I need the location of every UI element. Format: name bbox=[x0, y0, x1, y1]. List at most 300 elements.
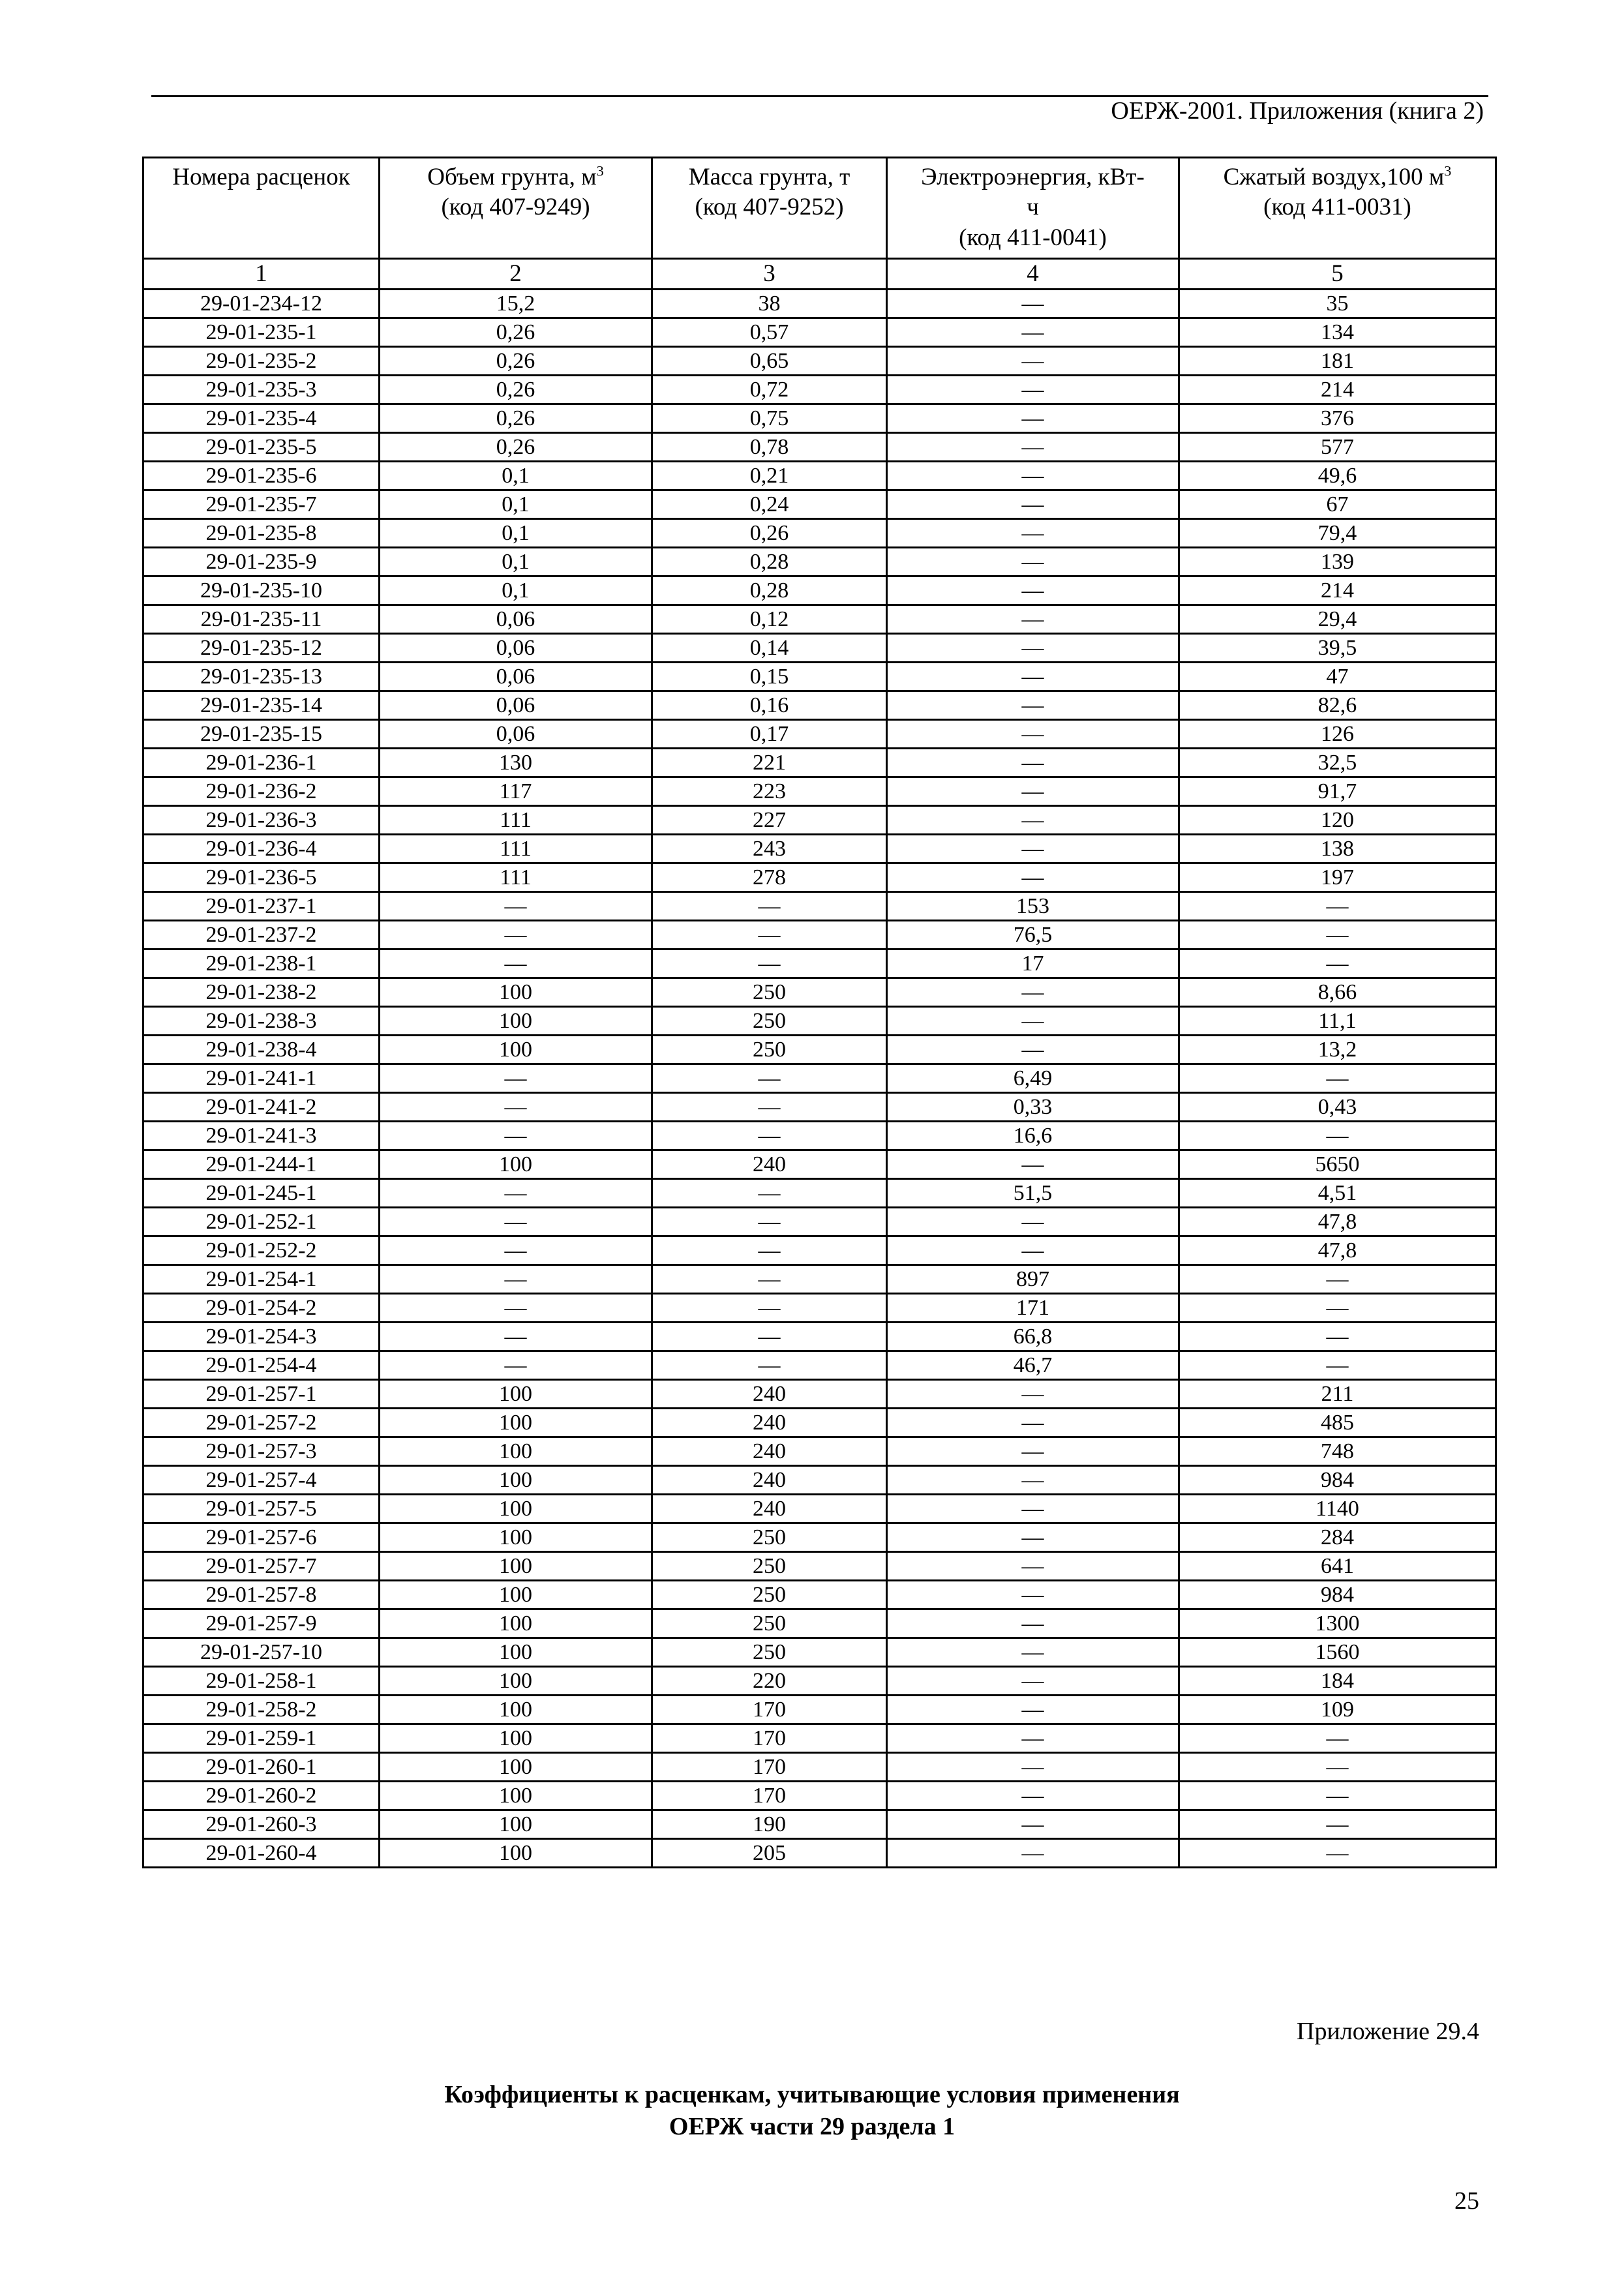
cell-rate-number: 29-01-235-15 bbox=[143, 720, 380, 749]
cell-soil-mass: 0,57 bbox=[652, 318, 887, 347]
cell-soil-volume: 0,1 bbox=[380, 462, 652, 490]
cell-compressed-air: 126 bbox=[1179, 720, 1496, 749]
cell-soil-volume: 0,06 bbox=[380, 663, 652, 691]
cell-electricity: 17 bbox=[887, 950, 1179, 978]
cell-soil-volume: — bbox=[380, 1093, 652, 1122]
table-row bbox=[143, 1323, 1496, 1351]
cell-soil-volume: 0,26 bbox=[380, 433, 652, 462]
cell-soil-volume: 100 bbox=[380, 1638, 652, 1667]
cell-soil-volume: 111 bbox=[380, 806, 652, 835]
cell-rate-number: 29-01-254-4 bbox=[143, 1351, 380, 1380]
table-row bbox=[143, 806, 1496, 835]
cell-compressed-air: 91,7 bbox=[1179, 777, 1496, 806]
cell-rate-number: 29-01-235-6 bbox=[143, 462, 380, 490]
cell-soil-mass: — bbox=[652, 1093, 887, 1122]
cell-compressed-air: — bbox=[1179, 1351, 1496, 1380]
cell-soil-volume: 111 bbox=[380, 863, 652, 892]
table-row bbox=[143, 404, 1496, 433]
cell-soil-mass: — bbox=[652, 1351, 887, 1380]
cell-soil-mass: 170 bbox=[652, 1753, 887, 1782]
cell-electricity: — bbox=[887, 1810, 1179, 1839]
cell-compressed-air: 1140 bbox=[1179, 1495, 1496, 1523]
table-row bbox=[143, 950, 1496, 978]
cell-compressed-air: — bbox=[1179, 1753, 1496, 1782]
section-title bbox=[0, 2079, 1624, 2144]
cell-compressed-air: — bbox=[1179, 1724, 1496, 1753]
table-row bbox=[143, 490, 1496, 519]
cell-electricity: 171 bbox=[887, 1294, 1179, 1323]
cell-electricity: 51,5 bbox=[887, 1179, 1179, 1208]
cell-compressed-air: 284 bbox=[1179, 1523, 1496, 1552]
cell-electricity: — bbox=[887, 863, 1179, 892]
cell-compressed-air: — bbox=[1179, 892, 1496, 921]
table-row bbox=[143, 863, 1496, 892]
cell-compressed-air: 11,1 bbox=[1179, 1007, 1496, 1036]
cell-electricity: — bbox=[887, 634, 1179, 663]
table-row bbox=[143, 1523, 1496, 1552]
cell-electricity: — bbox=[887, 605, 1179, 634]
cell-compressed-air: 5650 bbox=[1179, 1150, 1496, 1179]
cell-rate-number: 29-01-258-1 bbox=[143, 1667, 380, 1696]
cell-soil-mass: 0,65 bbox=[652, 347, 887, 376]
cell-compressed-air: 211 bbox=[1179, 1380, 1496, 1409]
cell-soil-volume: — bbox=[380, 950, 652, 978]
cell-electricity: 66,8 bbox=[887, 1323, 1179, 1351]
table-row bbox=[143, 1753, 1496, 1782]
cell-rate-number: 29-01-235-14 bbox=[143, 691, 380, 720]
table-row bbox=[143, 433, 1496, 462]
cell-soil-volume: — bbox=[380, 1208, 652, 1236]
cell-soil-mass: — bbox=[652, 1208, 887, 1236]
cell-electricity: — bbox=[887, 376, 1179, 404]
cell-soil-volume: 100 bbox=[380, 1380, 652, 1409]
cell-rate-number: 29-01-257-3 bbox=[143, 1437, 380, 1466]
cell-soil-volume: 100 bbox=[380, 1724, 652, 1753]
cell-electricity: — bbox=[887, 1839, 1179, 1868]
cell-rate-number: 29-01-245-1 bbox=[143, 1179, 380, 1208]
cell-compressed-air: 748 bbox=[1179, 1437, 1496, 1466]
cell-electricity: 0,33 bbox=[887, 1093, 1179, 1122]
table-row bbox=[143, 1466, 1496, 1495]
cell-soil-mass: 221 bbox=[652, 749, 887, 777]
table-row bbox=[143, 1782, 1496, 1810]
cell-soil-mass: 243 bbox=[652, 835, 887, 863]
cell-rate-number: 29-01-235-4 bbox=[143, 404, 380, 433]
cell-soil-volume: — bbox=[380, 1122, 652, 1150]
cell-soil-mass: 250 bbox=[652, 1581, 887, 1609]
column-header-rate-numbers: Номера расценок bbox=[143, 158, 380, 259]
cell-compressed-air: 214 bbox=[1179, 576, 1496, 605]
cell-rate-number: 29-01-235-2 bbox=[143, 347, 380, 376]
cell-electricity: 16,6 bbox=[887, 1122, 1179, 1150]
cell-soil-volume: 100 bbox=[380, 1150, 652, 1179]
cell-compressed-air: 29,4 bbox=[1179, 605, 1496, 634]
page-number: 25 bbox=[1454, 2187, 1479, 2215]
cell-soil-mass: 240 bbox=[652, 1409, 887, 1437]
cell-rate-number: 29-01-257-6 bbox=[143, 1523, 380, 1552]
cell-rate-number: 29-01-237-2 bbox=[143, 921, 380, 950]
table-row bbox=[143, 1265, 1496, 1294]
table-row bbox=[143, 462, 1496, 490]
cell-soil-mass: 0,24 bbox=[652, 490, 887, 519]
cell-electricity: — bbox=[887, 1581, 1179, 1609]
cell-electricity: — bbox=[887, 691, 1179, 720]
cell-rate-number: 29-01-254-3 bbox=[143, 1323, 380, 1351]
cell-compressed-air: 67 bbox=[1179, 490, 1496, 519]
cell-soil-mass: 0,78 bbox=[652, 433, 887, 462]
cell-soil-volume: — bbox=[380, 1236, 652, 1265]
table-row bbox=[143, 1122, 1496, 1150]
cell-electricity: — bbox=[887, 1724, 1179, 1753]
cell-rate-number: 29-01-257-7 bbox=[143, 1552, 380, 1581]
cell-soil-mass: — bbox=[652, 1122, 887, 1150]
cell-soil-mass: 190 bbox=[652, 1810, 887, 1839]
table-row bbox=[143, 1724, 1496, 1753]
table-row bbox=[143, 576, 1496, 605]
cell-soil-volume: 100 bbox=[380, 1495, 652, 1523]
table-row bbox=[143, 720, 1496, 749]
cell-rate-number: 29-01-236-1 bbox=[143, 749, 380, 777]
cell-compressed-air: 0,43 bbox=[1179, 1093, 1496, 1122]
cell-compressed-air: — bbox=[1179, 921, 1496, 950]
cell-compressed-air: — bbox=[1179, 1122, 1496, 1150]
cell-electricity: — bbox=[887, 1036, 1179, 1064]
cell-soil-volume: — bbox=[380, 1265, 652, 1294]
cell-compressed-air: 214 bbox=[1179, 376, 1496, 404]
cell-soil-volume: 130 bbox=[380, 749, 652, 777]
cell-rate-number: 29-01-235-7 bbox=[143, 490, 380, 519]
cell-electricity: 46,7 bbox=[887, 1351, 1179, 1380]
column-header-electricity: Электроэнергия, кВт- ч (код 411-0041) bbox=[887, 158, 1179, 259]
cell-electricity: — bbox=[887, 1495, 1179, 1523]
cell-soil-volume: — bbox=[380, 1351, 652, 1380]
cell-soil-mass: 170 bbox=[652, 1696, 887, 1724]
cell-electricity: — bbox=[887, 749, 1179, 777]
cell-soil-mass: 250 bbox=[652, 1552, 887, 1581]
cell-electricity: 6,49 bbox=[887, 1064, 1179, 1093]
table-row bbox=[143, 1179, 1496, 1208]
cell-compressed-air: 641 bbox=[1179, 1552, 1496, 1581]
cell-electricity: — bbox=[887, 720, 1179, 749]
cell-compressed-air: — bbox=[1179, 1294, 1496, 1323]
cell-electricity: — bbox=[887, 1523, 1179, 1552]
cell-electricity: — bbox=[887, 1638, 1179, 1667]
cell-electricity: 897 bbox=[887, 1265, 1179, 1294]
cell-soil-volume: 15,2 bbox=[380, 290, 652, 318]
column-header-compressed-air: Сжатый воздух,100 $м^3$ (код 411-0031) bbox=[1179, 158, 1496, 259]
cell-compressed-air: 47,8 bbox=[1179, 1208, 1496, 1236]
table-row bbox=[143, 1581, 1496, 1609]
cell-rate-number: 29-01-257-8 bbox=[143, 1581, 380, 1609]
cell-soil-volume: 100 bbox=[380, 1696, 652, 1724]
cell-soil-mass: 0,14 bbox=[652, 634, 887, 663]
cell-electricity: — bbox=[887, 404, 1179, 433]
table-row bbox=[143, 605, 1496, 634]
table-row bbox=[143, 1839, 1496, 1868]
cell-electricity: — bbox=[887, 1696, 1179, 1724]
table-row bbox=[143, 1093, 1496, 1122]
cell-electricity: 153 bbox=[887, 892, 1179, 921]
cell-rate-number: 29-01-236-4 bbox=[143, 835, 380, 863]
cell-rate-number: 29-01-236-5 bbox=[143, 863, 380, 892]
cell-rate-number: 29-01-252-1 bbox=[143, 1208, 380, 1236]
cell-compressed-air: 120 bbox=[1179, 806, 1496, 835]
cell-soil-volume: 100 bbox=[380, 1466, 652, 1495]
cell-compressed-air: 47,8 bbox=[1179, 1236, 1496, 1265]
cell-soil-mass: — bbox=[652, 892, 887, 921]
cell-electricity: — bbox=[887, 1208, 1179, 1236]
cell-rate-number: 29-01-260-2 bbox=[143, 1782, 380, 1810]
cell-compressed-air: 984 bbox=[1179, 1581, 1496, 1609]
cell-soil-mass: 170 bbox=[652, 1724, 887, 1753]
cell-rate-number: 29-01-257-5 bbox=[143, 1495, 380, 1523]
table-row bbox=[143, 1696, 1496, 1724]
cell-soil-mass: 0,72 bbox=[652, 376, 887, 404]
cell-electricity: — bbox=[887, 1150, 1179, 1179]
cell-soil-volume: 0,06 bbox=[380, 720, 652, 749]
column-header-soil-mass: Масса грунта, т (код 407-9252) bbox=[652, 158, 887, 259]
cell-soil-mass: 38 bbox=[652, 290, 887, 318]
column-number-row bbox=[143, 259, 1496, 290]
cell-rate-number: 29-01-259-1 bbox=[143, 1724, 380, 1753]
cell-soil-volume: 0,26 bbox=[380, 404, 652, 433]
cell-compressed-air: 139 bbox=[1179, 548, 1496, 576]
cell-electricity: — bbox=[887, 978, 1179, 1007]
table-row bbox=[143, 376, 1496, 404]
cell-soil-volume: 100 bbox=[380, 1007, 652, 1036]
cell-rate-number: 29-01-257-4 bbox=[143, 1466, 380, 1495]
cell-compressed-air: 184 bbox=[1179, 1667, 1496, 1696]
cell-soil-mass: 240 bbox=[652, 1380, 887, 1409]
cell-soil-volume: 100 bbox=[380, 1839, 652, 1868]
table-row bbox=[143, 1609, 1496, 1638]
cell-rate-number: 29-01-257-2 bbox=[143, 1409, 380, 1437]
cell-soil-mass: 205 bbox=[652, 1839, 887, 1868]
cell-rate-number: 29-01-235-10 bbox=[143, 576, 380, 605]
cell-rate-number: 29-01-238-2 bbox=[143, 978, 380, 1007]
cell-soil-mass: 0,75 bbox=[652, 404, 887, 433]
cell-rate-number: 29-01-244-1 bbox=[143, 1150, 380, 1179]
cell-electricity: — bbox=[887, 347, 1179, 376]
cell-soil-volume: 100 bbox=[380, 1036, 652, 1064]
cell-compressed-air: 197 bbox=[1179, 863, 1496, 892]
cell-electricity: 76,5 bbox=[887, 921, 1179, 950]
column-header-soil-volume: Объем грунта, $м^3$ (код 407-9249) bbox=[380, 158, 652, 259]
cell-soil-mass: 0,12 bbox=[652, 605, 887, 634]
column-number: 4 bbox=[887, 259, 1179, 290]
cell-soil-volume: 0,1 bbox=[380, 490, 652, 519]
column-number: 5 bbox=[1179, 259, 1496, 290]
cell-soil-volume: — bbox=[380, 1323, 652, 1351]
cell-soil-mass: 223 bbox=[652, 777, 887, 806]
table-row bbox=[143, 1409, 1496, 1437]
cell-electricity: — bbox=[887, 290, 1179, 318]
table-row bbox=[143, 1437, 1496, 1466]
cell-compressed-air: 1560 bbox=[1179, 1638, 1496, 1667]
cell-electricity: — bbox=[887, 1667, 1179, 1696]
cell-rate-number: 29-01-238-1 bbox=[143, 950, 380, 978]
cell-compressed-air: 181 bbox=[1179, 347, 1496, 376]
cell-soil-volume: 100 bbox=[380, 1437, 652, 1466]
table-row bbox=[143, 1236, 1496, 1265]
cell-compressed-air: — bbox=[1179, 1782, 1496, 1810]
cell-rate-number: 29-01-252-2 bbox=[143, 1236, 380, 1265]
table-row bbox=[143, 1294, 1496, 1323]
cell-soil-mass: — bbox=[652, 1323, 887, 1351]
cell-compressed-air: — bbox=[1179, 950, 1496, 978]
cell-compressed-air: — bbox=[1179, 1323, 1496, 1351]
cell-soil-mass: — bbox=[652, 1236, 887, 1265]
cell-rate-number: 29-01-260-3 bbox=[143, 1810, 380, 1839]
cell-soil-volume: 117 bbox=[380, 777, 652, 806]
cell-soil-mass: 220 bbox=[652, 1667, 887, 1696]
table-row bbox=[143, 835, 1496, 863]
table-row bbox=[143, 1208, 1496, 1236]
cell-soil-volume: 0,1 bbox=[380, 576, 652, 605]
cell-compressed-air: 32,5 bbox=[1179, 749, 1496, 777]
cell-soil-mass: 250 bbox=[652, 1609, 887, 1638]
cell-electricity: — bbox=[887, 490, 1179, 519]
cell-compressed-air: 376 bbox=[1179, 404, 1496, 433]
cell-soil-volume: — bbox=[380, 1179, 652, 1208]
cell-soil-volume: 100 bbox=[380, 1753, 652, 1782]
cell-rate-number: 29-01-236-3 bbox=[143, 806, 380, 835]
cell-soil-volume: 0,06 bbox=[380, 691, 652, 720]
cell-compressed-air: 82,6 bbox=[1179, 691, 1496, 720]
cell-soil-mass: 278 bbox=[652, 863, 887, 892]
cell-soil-mass: — bbox=[652, 921, 887, 950]
cell-soil-volume: 100 bbox=[380, 978, 652, 1007]
section-title-line: Коэффициенты к расценкам, учитывающие условия применения bbox=[444, 2081, 1180, 2108]
cell-electricity: — bbox=[887, 835, 1179, 863]
cell-electricity: — bbox=[887, 462, 1179, 490]
cell-rate-number: 29-01-235-11 bbox=[143, 605, 380, 634]
cell-soil-volume: 100 bbox=[380, 1810, 652, 1839]
cell-rate-number: 29-01-241-1 bbox=[143, 1064, 380, 1093]
table-row bbox=[143, 548, 1496, 576]
cell-soil-mass: 250 bbox=[652, 1036, 887, 1064]
cell-electricity: — bbox=[887, 1236, 1179, 1265]
cell-rate-number: 29-01-235-3 bbox=[143, 376, 380, 404]
cell-rate-number: 29-01-238-3 bbox=[143, 1007, 380, 1036]
cell-electricity: — bbox=[887, 433, 1179, 462]
cell-soil-mass: 0,16 bbox=[652, 691, 887, 720]
cell-soil-volume: — bbox=[380, 1294, 652, 1323]
cell-compressed-air: — bbox=[1179, 1810, 1496, 1839]
cell-soil-mass: 0,28 bbox=[652, 576, 887, 605]
cell-electricity: — bbox=[887, 806, 1179, 835]
cell-compressed-air: 4,51 bbox=[1179, 1179, 1496, 1208]
cell-rate-number: 29-01-254-1 bbox=[143, 1265, 380, 1294]
cell-soil-mass: 0,17 bbox=[652, 720, 887, 749]
cell-compressed-air: 8,66 bbox=[1179, 978, 1496, 1007]
cell-electricity: — bbox=[887, 576, 1179, 605]
cell-electricity: — bbox=[887, 548, 1179, 576]
cell-rate-number: 29-01-254-2 bbox=[143, 1294, 380, 1323]
table-row bbox=[143, 892, 1496, 921]
cell-soil-volume: 0,26 bbox=[380, 347, 652, 376]
cell-rate-number: 29-01-235-8 bbox=[143, 519, 380, 548]
cell-soil-volume: 100 bbox=[380, 1552, 652, 1581]
cell-soil-volume: 0,06 bbox=[380, 605, 652, 634]
table-row bbox=[143, 1810, 1496, 1839]
cell-rate-number: 29-01-241-2 bbox=[143, 1093, 380, 1122]
cell-compressed-air: 577 bbox=[1179, 433, 1496, 462]
cell-soil-mass: — bbox=[652, 1265, 887, 1294]
cell-electricity: — bbox=[887, 1007, 1179, 1036]
cell-soil-mass: 0,15 bbox=[652, 663, 887, 691]
cell-soil-mass: — bbox=[652, 1294, 887, 1323]
table-row bbox=[143, 1380, 1496, 1409]
table-row bbox=[143, 1552, 1496, 1581]
cell-electricity: — bbox=[887, 777, 1179, 806]
cell-soil-mass: — bbox=[652, 1064, 887, 1093]
cell-soil-mass: 240 bbox=[652, 1437, 887, 1466]
cell-compressed-air: 13,2 bbox=[1179, 1036, 1496, 1064]
cell-soil-volume: — bbox=[380, 921, 652, 950]
cell-soil-volume: 0,1 bbox=[380, 548, 652, 576]
cell-soil-mass: 170 bbox=[652, 1782, 887, 1810]
cell-electricity: — bbox=[887, 519, 1179, 548]
cell-rate-number: 29-01-235-5 bbox=[143, 433, 380, 462]
table-row bbox=[143, 1150, 1496, 1179]
cell-soil-volume: 0,26 bbox=[380, 318, 652, 347]
cell-compressed-air: — bbox=[1179, 1265, 1496, 1294]
cell-rate-number: 29-01-235-9 bbox=[143, 548, 380, 576]
cell-soil-mass: 240 bbox=[652, 1495, 887, 1523]
cell-compressed-air: 109 bbox=[1179, 1696, 1496, 1724]
table-row bbox=[143, 519, 1496, 548]
cell-electricity: — bbox=[887, 1437, 1179, 1466]
cell-compressed-air: 39,5 bbox=[1179, 634, 1496, 663]
cell-soil-volume: 100 bbox=[380, 1409, 652, 1437]
cell-soil-mass: 240 bbox=[652, 1466, 887, 1495]
cell-compressed-air: 49,6 bbox=[1179, 462, 1496, 490]
cell-soil-mass: 250 bbox=[652, 1523, 887, 1552]
cell-rate-number: 29-01-235-13 bbox=[143, 663, 380, 691]
cell-rate-number: 29-01-238-4 bbox=[143, 1036, 380, 1064]
cell-rate-number: 29-01-260-4 bbox=[143, 1839, 380, 1868]
cell-soil-volume: 0,1 bbox=[380, 519, 652, 548]
table-row bbox=[143, 347, 1496, 376]
table-row bbox=[143, 1007, 1496, 1036]
cell-soil-mass: 250 bbox=[652, 1007, 887, 1036]
cell-compressed-air: 984 bbox=[1179, 1466, 1496, 1495]
cell-soil-volume: 111 bbox=[380, 835, 652, 863]
table-row bbox=[143, 318, 1496, 347]
cell-soil-volume: 0,06 bbox=[380, 634, 652, 663]
annex-label: Приложение 29.4 bbox=[1297, 2018, 1479, 2045]
cell-electricity: — bbox=[887, 1753, 1179, 1782]
cell-compressed-air: 138 bbox=[1179, 835, 1496, 863]
cell-soil-mass: 0,26 bbox=[652, 519, 887, 548]
cell-electricity: — bbox=[887, 663, 1179, 691]
cell-compressed-air: — bbox=[1179, 1064, 1496, 1093]
cell-compressed-air: 35 bbox=[1179, 290, 1496, 318]
cell-compressed-air: 79,4 bbox=[1179, 519, 1496, 548]
cell-soil-volume: 100 bbox=[380, 1581, 652, 1609]
cell-rate-number: 29-01-241-3 bbox=[143, 1122, 380, 1150]
cell-compressed-air: 47 bbox=[1179, 663, 1496, 691]
cell-electricity: — bbox=[887, 318, 1179, 347]
table-row bbox=[143, 777, 1496, 806]
cell-soil-volume: 100 bbox=[380, 1667, 652, 1696]
cell-rate-number: 29-01-257-1 bbox=[143, 1380, 380, 1409]
cell-rate-number: 29-01-235-12 bbox=[143, 634, 380, 663]
cell-soil-volume: 100 bbox=[380, 1609, 652, 1638]
cell-rate-number: 29-01-235-1 bbox=[143, 318, 380, 347]
table-row bbox=[143, 1036, 1496, 1064]
